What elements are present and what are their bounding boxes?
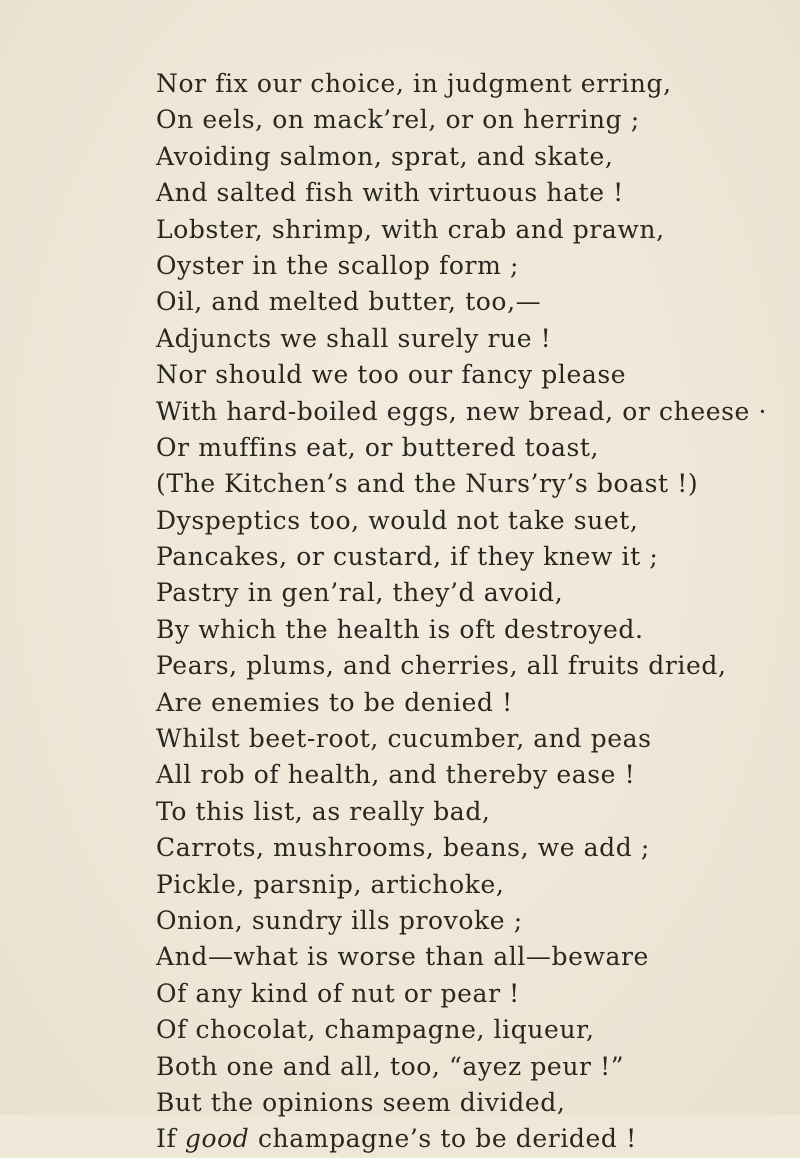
poem-line: Or muffins eat, or buttered toast,	[156, 432, 600, 462]
last-line-prefix: If	[156, 1124, 185, 1154]
emphasized-word: good	[184, 1124, 250, 1154]
poem-line: To this list, as really bad,	[156, 796, 491, 826]
poem-line: Of any kind of nut or pear !	[156, 978, 520, 1008]
poem-line: By which the health is oft destroyed.	[156, 614, 644, 644]
poem-line: Pears, plums, and cherries, all fruits dried,	[156, 651, 727, 681]
poem-line: Pastry in gen’ral, they’d avoid,	[156, 578, 564, 608]
poem-line: Both one and all, too, “ayez peur !”	[156, 1051, 625, 1081]
poem-line: (The Kitchen’s and the Nurs’ry’s boast !)	[156, 469, 699, 499]
poem-line: With hard-boiled eggs, new bread, or cheese ·	[156, 396, 768, 426]
poem-line: Avoiding salmon, sprat, and skate,	[156, 141, 614, 171]
poem-line: And—what is worse than all—beware	[156, 942, 649, 972]
poem-line: Dyspeptics too, would not take suet,	[156, 505, 639, 535]
poem-line: Pancakes, or custard, if they knew it ;	[156, 542, 659, 572]
poem-line: Oyster in the scallop form ;	[156, 250, 519, 280]
poem-line: Nor fix our choice, in judgment erring,	[156, 69, 672, 98]
poem-line: Nor should we too our fancy please	[156, 360, 627, 390]
poem-line: Are enemies to be denied !	[156, 687, 513, 717]
poem-line: And salted fish with virtuous hate !	[156, 178, 624, 208]
poem-line: All rob of health, and thereby ease !	[156, 760, 636, 790]
poem-line: Of chocolat, champagne, liqueur,	[156, 1015, 595, 1045]
poem-line: Onion, sundry ills provoke ;	[156, 905, 523, 935]
poem-line: Carrots, mushrooms, beans, we add ;	[156, 833, 650, 863]
poem-last-line	[156, 1121, 776, 1157]
poem-line: But the opinions seem divided,	[156, 1087, 566, 1117]
poem-line: Adjuncts we shall surely rue !	[156, 323, 552, 353]
poem-line: Whilst beet-root, cucumber, and peas	[156, 724, 652, 754]
poem-line: On eels, on mack’rel, or on herring ;	[156, 105, 640, 135]
poem-text	[156, 66, 776, 1158]
poem-line: Oil, and melted butter, too,—	[156, 287, 542, 317]
poem-line: Pickle, parsnip, artichoke,	[156, 869, 505, 899]
poem-line: Lobster, shrimp, with crab and prawn,	[156, 214, 665, 244]
last-line-suffix: champagne’s to be derided !	[249, 1124, 637, 1154]
